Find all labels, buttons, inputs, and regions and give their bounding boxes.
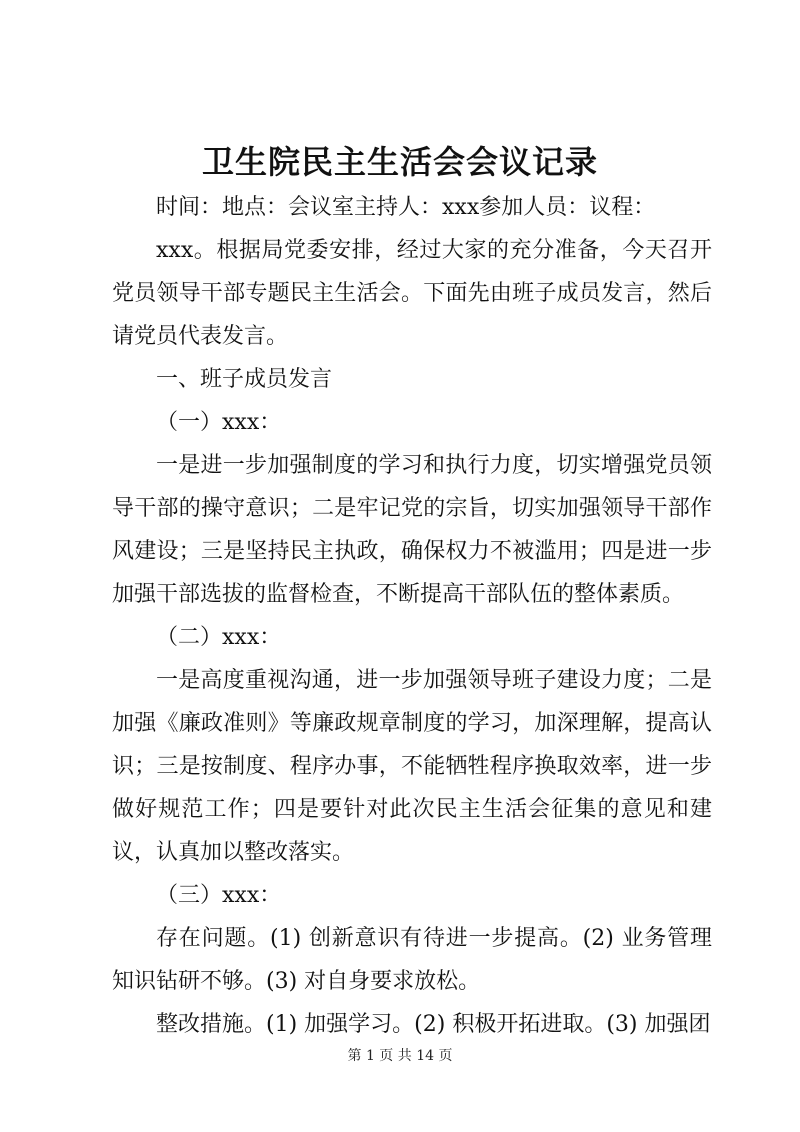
speaker-content-2: 一是高度重视沟通，进一步加强领导班子建设力度；二是加强《廉政准则》等廉政规章制度的学习，加深理解，提高认识；三是按制度、程序办事，不能牺牲程序换取效率，进一步做好规范工作；四是要针对此次民主生活会征集的意见和建议，认真加以整改落实。	[112, 668, 712, 865]
measures-paragraph: 整改措施。(1) 加强学习。(2) 积极开拓进取。(3) 加强团	[156, 1012, 711, 1037]
section-heading-members: 一、班子成员发言	[156, 367, 333, 392]
page-number-footer: 第 1 页 共 14 页	[347, 1048, 453, 1064]
speaker-heading-3: （三）xxx：	[156, 883, 282, 908]
speaker-heading-2: （二）xxx：	[156, 625, 282, 650]
meeting-info-paragraph: 时间：地点：会议室主持人：xxx参加人员：议程：	[156, 195, 656, 220]
document-body	[112, 186, 712, 1046]
problems-paragraph: 存在问题。(1) 创新意识有待进一步提高。(2) 业务管理知识钻研不够。(3) 对自身要求放松。	[112, 926, 712, 994]
speaker-heading-1: （一）xxx：	[156, 410, 282, 435]
document-title: 卫生院民主生活会会议记录	[201, 143, 598, 181]
intro-paragraph: xxx。根据局党委安排，经过大家的充分准备，今天召开党员领导干部专题民主生活会。下面先由班子成员发言，然后请党员代表发言。	[112, 238, 712, 349]
speaker-content-1: 一是进一步加强制度的学习和执行力度，切实增强党员领导干部的操守意识；二是牢记党的宗旨，切实加强领导干部作风建设；三是坚持民主执政，确保权力不被滥用；四是进一步加强干部选拔的监督检查，不断提高干部队伍的整体素质。	[112, 453, 712, 607]
